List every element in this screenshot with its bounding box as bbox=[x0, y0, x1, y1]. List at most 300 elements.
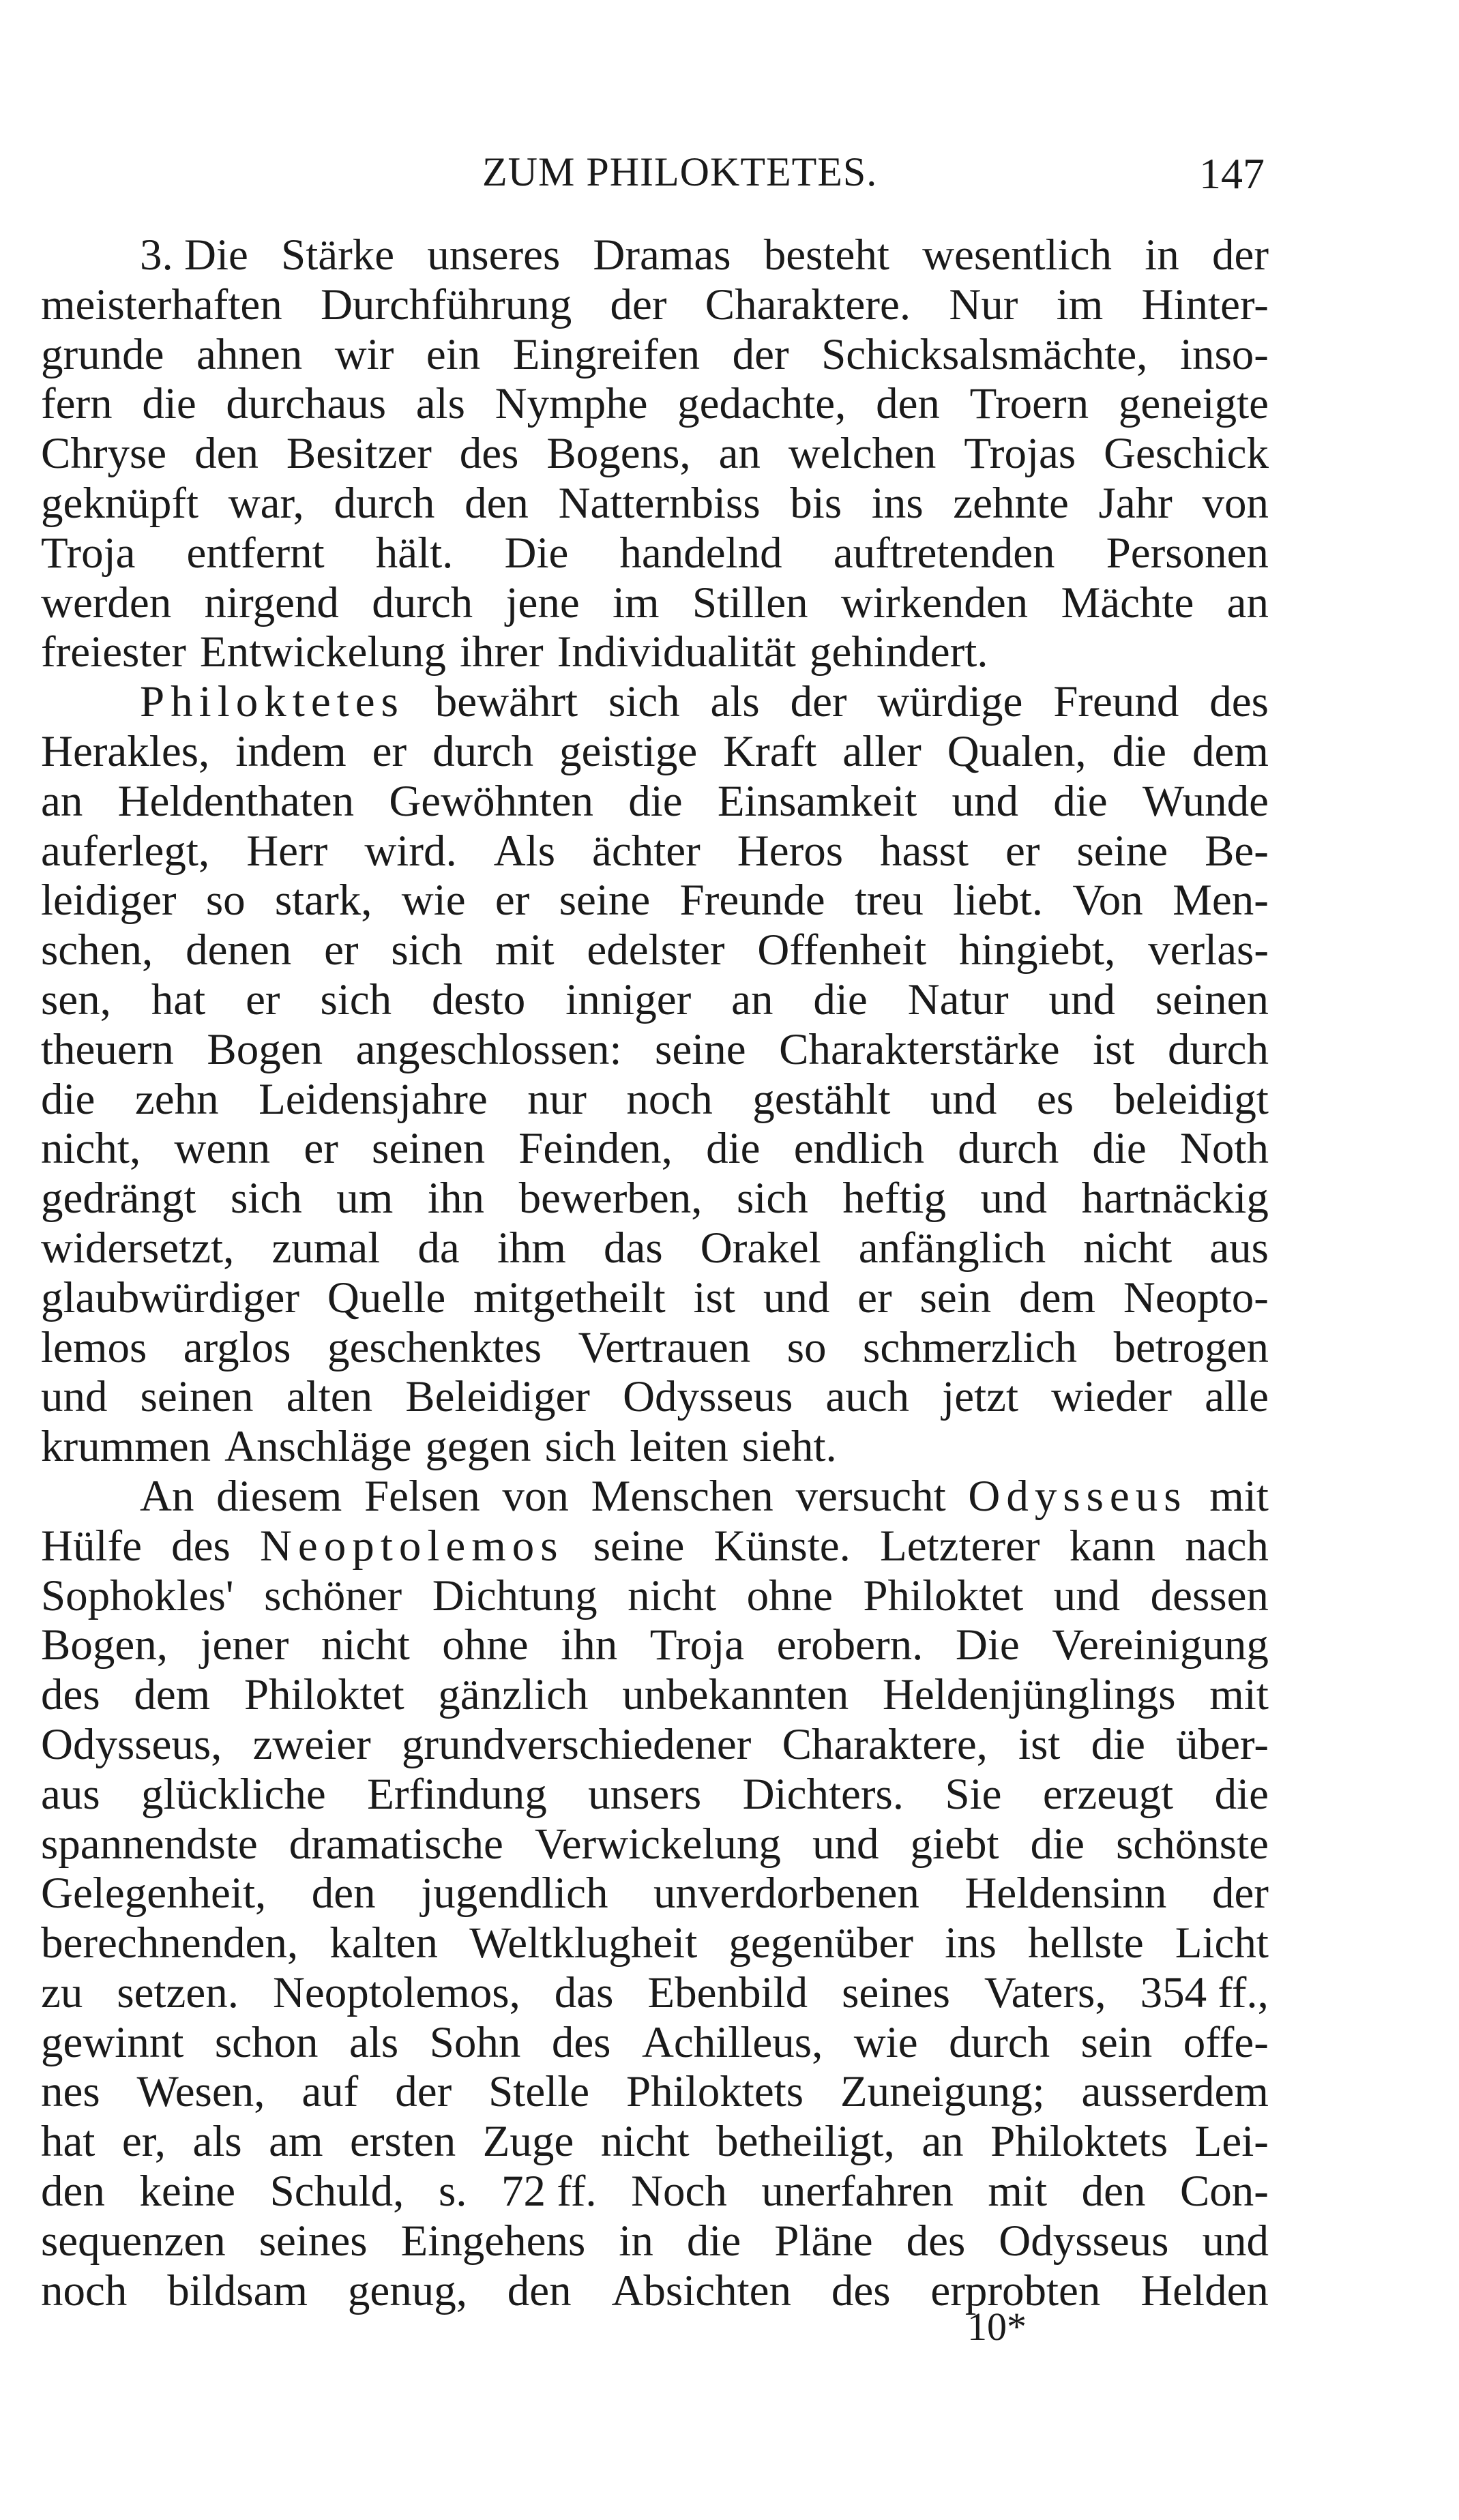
word: er bbox=[1005, 826, 1040, 876]
word: erobern. bbox=[776, 1620, 924, 1670]
word: Chryse bbox=[41, 429, 167, 479]
word: entfernt bbox=[186, 528, 325, 578]
word: inso- bbox=[1179, 329, 1269, 379]
word: den bbox=[465, 478, 529, 528]
word: da bbox=[417, 1223, 460, 1273]
word: den bbox=[194, 429, 259, 479]
word: Philoktets bbox=[990, 2117, 1168, 2167]
word: Bogen bbox=[207, 1024, 323, 1074]
word: unverdorbenen bbox=[653, 1869, 919, 1918]
word: Weltklugheit bbox=[469, 1918, 698, 1968]
word: sein bbox=[919, 1273, 992, 1322]
word: des bbox=[41, 1670, 100, 1720]
word: nur bbox=[527, 1074, 587, 1124]
word: mit bbox=[988, 2167, 1048, 2217]
word: Schicksalsmächte, bbox=[821, 329, 1148, 379]
word: Die bbox=[955, 1620, 1020, 1670]
word: sequenzen bbox=[41, 2216, 226, 2266]
word: nicht bbox=[600, 2117, 690, 2167]
word: die bbox=[686, 2216, 741, 2266]
word: Absichten bbox=[611, 2266, 792, 2315]
page-header bbox=[0, 149, 1459, 203]
word: er bbox=[495, 876, 530, 925]
text-line bbox=[41, 677, 1269, 727]
word: Sohn bbox=[429, 2017, 521, 2067]
word: und bbox=[1202, 2216, 1269, 2266]
word: an bbox=[731, 975, 773, 1024]
word: er bbox=[246, 975, 280, 1024]
word: Sophokles' bbox=[41, 1571, 234, 1620]
word: handelnd bbox=[619, 528, 782, 578]
word: s. bbox=[438, 2167, 467, 2217]
word: kalten bbox=[329, 1918, 439, 1968]
text-line bbox=[41, 479, 1269, 529]
word: das bbox=[604, 1223, 663, 1273]
word: und bbox=[952, 776, 1018, 826]
word: gegen bbox=[425, 1422, 531, 1472]
word: Neoptolemos bbox=[259, 1521, 564, 1571]
word: Qualen, bbox=[947, 726, 1087, 776]
word: und bbox=[980, 1174, 1048, 1224]
word: wir bbox=[334, 329, 394, 379]
word: auferlegt, bbox=[41, 826, 210, 876]
word: Noch bbox=[631, 2167, 727, 2217]
word: sen, bbox=[41, 975, 111, 1024]
text-line bbox=[41, 1372, 1269, 1422]
word: ein bbox=[426, 329, 481, 379]
word: seinen bbox=[140, 1372, 254, 1422]
text-line bbox=[41, 1422, 1269, 1472]
word: schönste bbox=[1116, 1819, 1269, 1869]
word: den bbox=[507, 2266, 572, 2315]
word: Menschen bbox=[591, 1471, 773, 1521]
word: keine bbox=[139, 2167, 236, 2217]
word: gänzlich bbox=[438, 1670, 589, 1720]
text-line bbox=[41, 1025, 1269, 1075]
word: wesentlich bbox=[922, 231, 1112, 280]
word: auftretenden bbox=[833, 528, 1055, 578]
word: Lei- bbox=[1194, 2117, 1269, 2167]
word: treu bbox=[854, 876, 924, 925]
printer-signature: 10* bbox=[967, 2304, 1027, 2349]
word: Hinter- bbox=[1141, 280, 1269, 329]
word: zweier bbox=[252, 1719, 371, 1769]
word: den bbox=[311, 1869, 376, 1918]
word: giebt bbox=[910, 1819, 999, 1869]
word: und bbox=[763, 1273, 830, 1322]
word: alten bbox=[286, 1372, 373, 1422]
word: Neoptolemos, bbox=[272, 1968, 520, 2017]
word: Charakterstärke bbox=[779, 1024, 1060, 1074]
word: zumal bbox=[271, 1223, 381, 1273]
word: versucht bbox=[795, 1471, 946, 1521]
word: hält. bbox=[375, 528, 454, 578]
word: jener bbox=[200, 1620, 289, 1670]
word: dramatische bbox=[289, 1819, 503, 1869]
text-line bbox=[41, 1075, 1269, 1125]
word: in bbox=[619, 2216, 653, 2266]
word: nirgend bbox=[204, 578, 339, 627]
word: diesem bbox=[216, 1471, 342, 1521]
word: sich bbox=[391, 925, 463, 975]
word: ist bbox=[1093, 1024, 1135, 1074]
word: hasst bbox=[880, 826, 969, 876]
word: noch bbox=[41, 2266, 128, 2315]
word: Charaktere. bbox=[705, 280, 911, 329]
word: jugendlich bbox=[421, 1869, 608, 1918]
text-line bbox=[41, 529, 1269, 578]
word: zu bbox=[41, 1968, 83, 2017]
word: heftig bbox=[842, 1174, 946, 1224]
word: seines bbox=[259, 2216, 368, 2266]
word: seine bbox=[559, 876, 651, 925]
word: Noth bbox=[1179, 1124, 1269, 1174]
word: Erfindung bbox=[367, 1769, 547, 1819]
running-title: ZUM PHILOKTETES. bbox=[482, 149, 878, 194]
word: Felsen bbox=[364, 1471, 480, 1521]
word: erzeugt bbox=[1042, 1769, 1174, 1819]
word: durch bbox=[334, 478, 435, 528]
word: Hülfe bbox=[41, 1521, 142, 1571]
word: so bbox=[205, 876, 246, 925]
word: fern bbox=[41, 379, 113, 429]
word: jene bbox=[505, 578, 580, 627]
word: Vereinigung bbox=[1052, 1620, 1269, 1670]
word: Natur bbox=[907, 975, 1009, 1024]
word: Entwickelung bbox=[199, 627, 446, 677]
word: Heldenthaten bbox=[117, 776, 355, 826]
word: noch bbox=[626, 1074, 713, 1124]
word: hartnäckig bbox=[1081, 1174, 1269, 1224]
word: seine bbox=[655, 1024, 746, 1074]
word: kann bbox=[1069, 1521, 1156, 1571]
word: Natternbiss bbox=[558, 478, 761, 528]
word: Als bbox=[493, 826, 556, 876]
text-line bbox=[41, 975, 1269, 1025]
word: ersten bbox=[350, 2117, 456, 2167]
text-line bbox=[41, 1522, 1269, 1571]
text-line bbox=[41, 429, 1269, 479]
word: welchen bbox=[788, 429, 937, 479]
text-line bbox=[41, 1323, 1269, 1373]
word: im bbox=[612, 578, 660, 627]
word: Die bbox=[504, 528, 569, 578]
word: Eingehens bbox=[400, 2216, 586, 2266]
word: Dichtung bbox=[432, 1571, 598, 1620]
word: Wesen, bbox=[136, 2067, 265, 2117]
word: den bbox=[876, 379, 940, 429]
word: die bbox=[706, 1124, 761, 1174]
word: grunde bbox=[41, 329, 164, 379]
word: des bbox=[459, 429, 519, 479]
word: Jahr bbox=[1098, 478, 1173, 528]
word: Herakles, bbox=[41, 726, 210, 776]
word: aus bbox=[1209, 1223, 1269, 1273]
page-number: 147 bbox=[1199, 149, 1265, 198]
word: des bbox=[1209, 677, 1269, 727]
word: arglos bbox=[183, 1322, 291, 1372]
word: anfänglich bbox=[858, 1223, 1046, 1273]
word: Odysseus bbox=[623, 1372, 793, 1422]
text-line bbox=[41, 2018, 1269, 2068]
word: würdige bbox=[877, 677, 1023, 727]
word: nicht bbox=[321, 1620, 410, 1670]
word: ist bbox=[1018, 1719, 1061, 1769]
text-line bbox=[41, 1770, 1269, 1820]
word: Dichters. bbox=[742, 1769, 904, 1819]
word: gedachte, bbox=[677, 379, 846, 429]
word: Stärke bbox=[281, 231, 395, 280]
word: der bbox=[732, 329, 789, 379]
word: besteht bbox=[763, 231, 889, 280]
word: nicht bbox=[1083, 1223, 1173, 1273]
word: 3. Die bbox=[140, 231, 248, 280]
word: glaubwürdiger bbox=[41, 1273, 300, 1322]
word: Ebenbild bbox=[647, 1968, 808, 2017]
word: grundverschiedener bbox=[401, 1719, 752, 1769]
word: Personen bbox=[1106, 528, 1269, 578]
word: bis bbox=[790, 478, 842, 528]
word: Kraft bbox=[723, 726, 817, 776]
word: hat bbox=[151, 975, 206, 1024]
word: ohne bbox=[442, 1620, 529, 1670]
word: Neopto- bbox=[1123, 1273, 1269, 1322]
word: seines bbox=[842, 1968, 950, 2017]
word: nach bbox=[1185, 1521, 1269, 1571]
word: Herr bbox=[246, 826, 328, 876]
word: durch bbox=[372, 578, 473, 627]
text-line bbox=[41, 1571, 1269, 1621]
word: dessen bbox=[1150, 1571, 1269, 1620]
word: ihrer bbox=[459, 627, 544, 677]
word: war, bbox=[228, 478, 304, 528]
word: betheiligt, bbox=[716, 2117, 895, 2167]
word: sieht. bbox=[741, 1422, 837, 1472]
word: der bbox=[1211, 1869, 1269, 1918]
word: sich bbox=[737, 1174, 808, 1224]
word: von bbox=[502, 1471, 569, 1521]
word: es bbox=[1036, 1074, 1074, 1124]
word: Bogens, bbox=[546, 429, 691, 479]
word: Zuge bbox=[482, 2117, 574, 2167]
word: meisterhaften bbox=[41, 280, 282, 329]
word: an bbox=[718, 429, 761, 479]
word: der bbox=[610, 280, 667, 329]
word: Mächte bbox=[1061, 578, 1194, 627]
word: nicht bbox=[628, 1571, 717, 1620]
word: nicht, bbox=[41, 1124, 141, 1174]
word: ins bbox=[871, 478, 924, 528]
text-line bbox=[41, 330, 1269, 380]
word: durch bbox=[1167, 1024, 1269, 1074]
word: bewährt bbox=[434, 677, 578, 727]
word: Odysseus bbox=[968, 1471, 1188, 1521]
word: Be- bbox=[1205, 826, 1269, 876]
word: genug, bbox=[347, 2266, 467, 2315]
word: Achilleus, bbox=[641, 2017, 823, 2067]
word: an bbox=[922, 2117, 964, 2167]
word: mitgetheilt bbox=[473, 1273, 666, 1322]
text-line bbox=[41, 727, 1269, 777]
word: dem bbox=[134, 1670, 211, 1720]
word: indem bbox=[235, 726, 347, 776]
word: geknüpft bbox=[41, 478, 199, 528]
word: er, bbox=[121, 2117, 166, 2167]
word: an bbox=[1226, 578, 1269, 627]
text-line bbox=[41, 280, 1269, 330]
text-line bbox=[41, 2067, 1269, 2117]
word: und bbox=[41, 1372, 108, 1422]
word: schmerzlich bbox=[863, 1322, 1078, 1372]
word: die bbox=[142, 379, 196, 429]
word: endlich bbox=[793, 1124, 925, 1174]
word: Troja bbox=[41, 528, 136, 578]
word: geschenktes bbox=[327, 1322, 542, 1372]
word: leidiger bbox=[41, 876, 177, 925]
word: Nymphe bbox=[495, 379, 648, 429]
word: krummen bbox=[41, 1422, 211, 1472]
text-line bbox=[41, 1968, 1269, 2018]
word: sich bbox=[320, 975, 392, 1024]
word: durchaus bbox=[226, 379, 387, 429]
word: Letzterer bbox=[880, 1521, 1040, 1571]
word: gestählt bbox=[752, 1074, 891, 1124]
word: unseres bbox=[427, 231, 561, 280]
word: Vaters, bbox=[984, 1968, 1106, 2017]
word: Verwickelung bbox=[534, 1819, 781, 1869]
word: verlas- bbox=[1148, 925, 1269, 975]
word: Wunde bbox=[1142, 776, 1269, 826]
text-line bbox=[41, 1620, 1269, 1670]
word: die bbox=[1030, 1819, 1085, 1869]
word: mit bbox=[1209, 1471, 1269, 1521]
word: die bbox=[1091, 1719, 1146, 1769]
word: die bbox=[813, 975, 868, 1024]
word: Freunde bbox=[679, 876, 825, 925]
word: an bbox=[41, 776, 83, 826]
word: Dramas bbox=[593, 231, 731, 280]
word: der bbox=[790, 677, 847, 727]
word: als bbox=[710, 677, 760, 727]
text-line bbox=[41, 1869, 1269, 1918]
word: er bbox=[304, 1124, 338, 1174]
word: inniger bbox=[565, 975, 692, 1024]
word: aller bbox=[842, 726, 922, 776]
text-line bbox=[41, 1720, 1269, 1770]
word: Philoktet bbox=[244, 1670, 404, 1720]
word: und bbox=[812, 1819, 879, 1869]
word: am bbox=[269, 2117, 323, 2167]
word: berechnenden, bbox=[41, 1918, 299, 1968]
word: des bbox=[906, 2216, 966, 2266]
word: ächter bbox=[592, 826, 701, 876]
word: sich bbox=[544, 1422, 617, 1472]
word: Trojas bbox=[964, 429, 1076, 479]
word: mit bbox=[495, 925, 555, 975]
word: widersetzt, bbox=[41, 1223, 235, 1273]
word: spannendste bbox=[41, 1819, 258, 1869]
word: Heldensinn bbox=[964, 1869, 1167, 1918]
word: Philoktet bbox=[863, 1571, 1024, 1620]
word: hellste bbox=[1028, 1918, 1144, 1968]
word: geneigte bbox=[1118, 379, 1269, 429]
word: Zuneigung; bbox=[840, 2067, 1045, 2117]
word: ausserdem bbox=[1081, 2067, 1269, 2117]
word: Von bbox=[1072, 876, 1143, 925]
word: und bbox=[930, 1074, 997, 1124]
word: wie bbox=[853, 2017, 918, 2067]
text-line bbox=[41, 1273, 1269, 1323]
text-line bbox=[41, 578, 1269, 628]
word: beleidigt bbox=[1113, 1074, 1269, 1124]
word: geistige bbox=[559, 726, 698, 776]
text-line bbox=[41, 1820, 1269, 1869]
word: er bbox=[324, 925, 359, 975]
word: offe- bbox=[1183, 2017, 1269, 2067]
word: nes bbox=[41, 2067, 100, 2117]
word: ihm bbox=[497, 1223, 566, 1273]
word: auch bbox=[825, 1372, 910, 1422]
word: aus bbox=[41, 1769, 100, 1819]
word: dem bbox=[1192, 726, 1269, 776]
word: leiten bbox=[630, 1422, 728, 1472]
word: dem bbox=[1019, 1273, 1096, 1322]
word: 72 ff. bbox=[501, 2167, 597, 2217]
word: seine bbox=[1076, 826, 1168, 876]
word: liebt. bbox=[953, 876, 1043, 925]
word: freiester bbox=[41, 627, 186, 677]
word: der bbox=[395, 2067, 452, 2117]
word: als bbox=[349, 2017, 399, 2067]
word: Einsamkeit bbox=[717, 776, 917, 826]
text-line bbox=[41, 1670, 1269, 1720]
word: wie bbox=[401, 876, 466, 925]
word: gegenüber bbox=[728, 1918, 914, 1968]
text-line bbox=[41, 231, 1269, 280]
word: werden bbox=[41, 578, 172, 627]
word: bildsam bbox=[167, 2266, 308, 2315]
word: die bbox=[1092, 1124, 1147, 1174]
word: zehnte bbox=[953, 478, 1069, 528]
word: lemos bbox=[41, 1322, 147, 1372]
word: Odysseus bbox=[999, 2216, 1169, 2266]
word: hingiebt, bbox=[959, 925, 1116, 975]
word: betrogen bbox=[1113, 1322, 1269, 1372]
word: Philoktetes bbox=[140, 677, 404, 727]
text-line bbox=[41, 1472, 1269, 1522]
word: gehindert. bbox=[809, 627, 988, 677]
word: Gelegenheit, bbox=[41, 1869, 267, 1918]
word: unbekannten bbox=[622, 1670, 849, 1720]
word: des bbox=[551, 2017, 611, 2067]
word: Durchführung bbox=[320, 280, 572, 329]
word: des bbox=[171, 1521, 231, 1571]
text-line bbox=[41, 2266, 1269, 2316]
word: ins bbox=[945, 1918, 997, 1968]
word: desto bbox=[432, 975, 526, 1024]
word: Nur bbox=[949, 280, 1018, 329]
word: wieder bbox=[1051, 1372, 1173, 1422]
word: den bbox=[1081, 2167, 1146, 2217]
word: Odysseus, bbox=[41, 1719, 222, 1769]
word: ohne bbox=[746, 1571, 833, 1620]
word: sich bbox=[230, 1174, 302, 1224]
word: wird. bbox=[364, 826, 457, 876]
word: Troja bbox=[649, 1620, 745, 1670]
word: ihn bbox=[561, 1620, 618, 1670]
word: Charaktere, bbox=[782, 1719, 988, 1769]
word: als bbox=[415, 379, 465, 429]
